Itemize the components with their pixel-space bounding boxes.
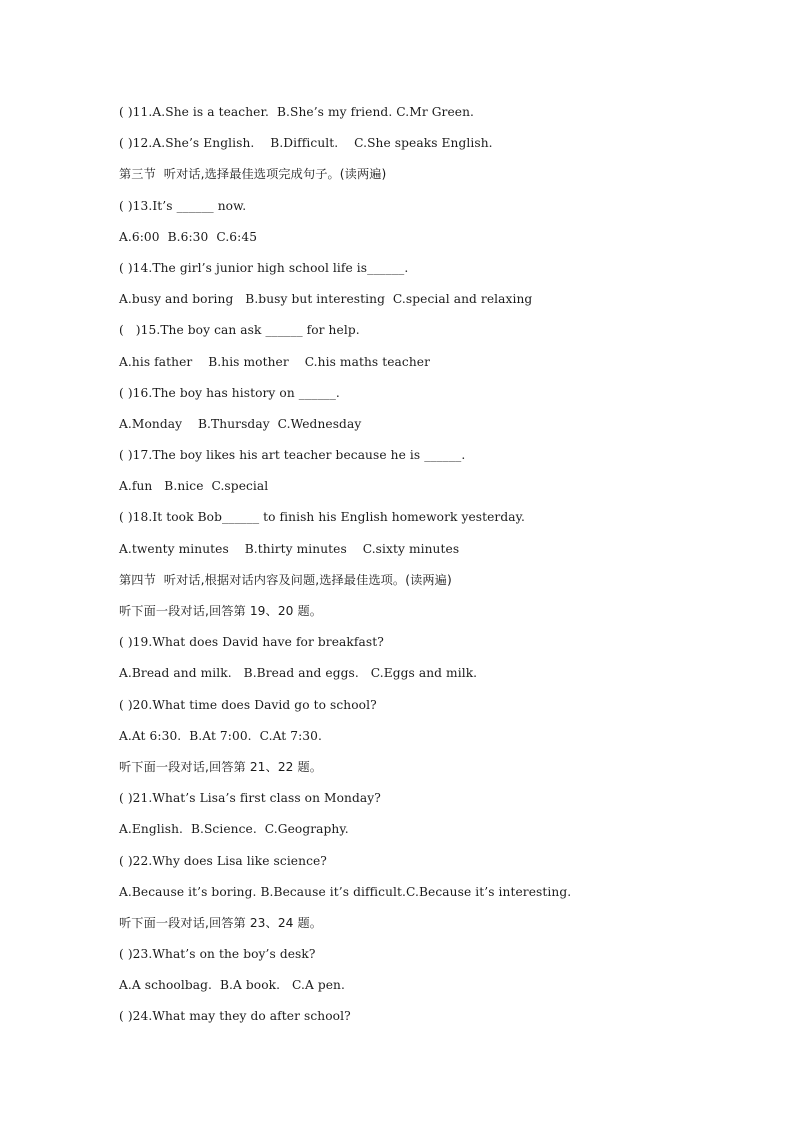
question-14-options: A.busy and boring B.busy but interesting C.special and relaxing bbox=[119, 292, 533, 307]
section-3-heading: 第三节 听对话,选择最佳选项完成句子。(读两遍) bbox=[119, 167, 387, 182]
question-16-options: A.Monday B.Thursday C.Wednesday bbox=[119, 416, 362, 431]
question-list bbox=[119, 101, 759, 1037]
question-23-options: A.A schoolbag. B.A book. C.A pen. bbox=[119, 978, 345, 993]
question-22: ( )22.Why does Lisa like science? bbox=[119, 853, 327, 868]
question-12: ( )12.A.She’s English. B.Difficult. C.She speaks English. bbox=[119, 136, 493, 151]
question-15-options: A.his father B.his mother C.his maths teacher bbox=[119, 354, 431, 369]
question-18: ( )18.It took Bob______ to finish his English homework yesterday. bbox=[119, 510, 525, 525]
question-14: ( )14.The girl’s junior high school life is______. bbox=[119, 260, 409, 275]
question-19: ( )19.What does David have for breakfast? bbox=[119, 635, 384, 650]
dialogue-instruction-19-20: 听下面一段对话,回答第 19、20 题。 bbox=[119, 604, 323, 618]
question-11: ( )11.A.She is a teacher. B.She’s my friend. C.Mr Green. bbox=[119, 105, 475, 119]
question-17-options: A.fun B.nice C.special bbox=[119, 479, 269, 494]
question-21-options: A.English. B.Science. C.Geography. bbox=[119, 822, 349, 837]
question-13: ( )13.It’s ______ now. bbox=[119, 198, 247, 213]
question-22-options: A.Because it’s boring. B.Because it’s difficult.C.Because it’s interesting. bbox=[119, 884, 572, 899]
question-13-options: A.6:00 B.6:30 C.6:45 bbox=[119, 229, 258, 244]
section-4-heading: 第四节 听对话,根据对话内容及问题,选择最佳选项。(读两遍) bbox=[119, 572, 452, 587]
question-20: ( )20.What time does David go to school? bbox=[119, 697, 377, 712]
question-19-options: A.Bread and milk. B.Bread and eggs. C.Eggs and milk. bbox=[119, 666, 478, 681]
dialogue-instruction-23-24: 听下面一段对话,回答第 23、24 题。 bbox=[119, 915, 323, 930]
question-18-options: A.twenty minutes B.thirty minutes C.sixty minutes bbox=[119, 541, 460, 556]
question-20-options: A.At 6:30. B.At 7:00. C.At 7:30. bbox=[119, 728, 322, 743]
question-16: ( )16.The boy has history on ______. bbox=[119, 385, 340, 400]
question-17: ( )17.The boy likes his art teacher because he is ______. bbox=[119, 448, 466, 463]
question-23: ( )23.What’s on the boy’s desk? bbox=[119, 947, 316, 962]
question-24: ( )24.What may they do after school? bbox=[119, 1009, 351, 1024]
question-21: ( )21.What’s Lisa’s first class on Monday? bbox=[119, 791, 381, 806]
dialogue-instruction-21-22: 听下面一段对话,回答第 21、22 题。 bbox=[119, 759, 323, 774]
question-15: ( )15.The boy can ask ______ for help. bbox=[119, 323, 360, 338]
